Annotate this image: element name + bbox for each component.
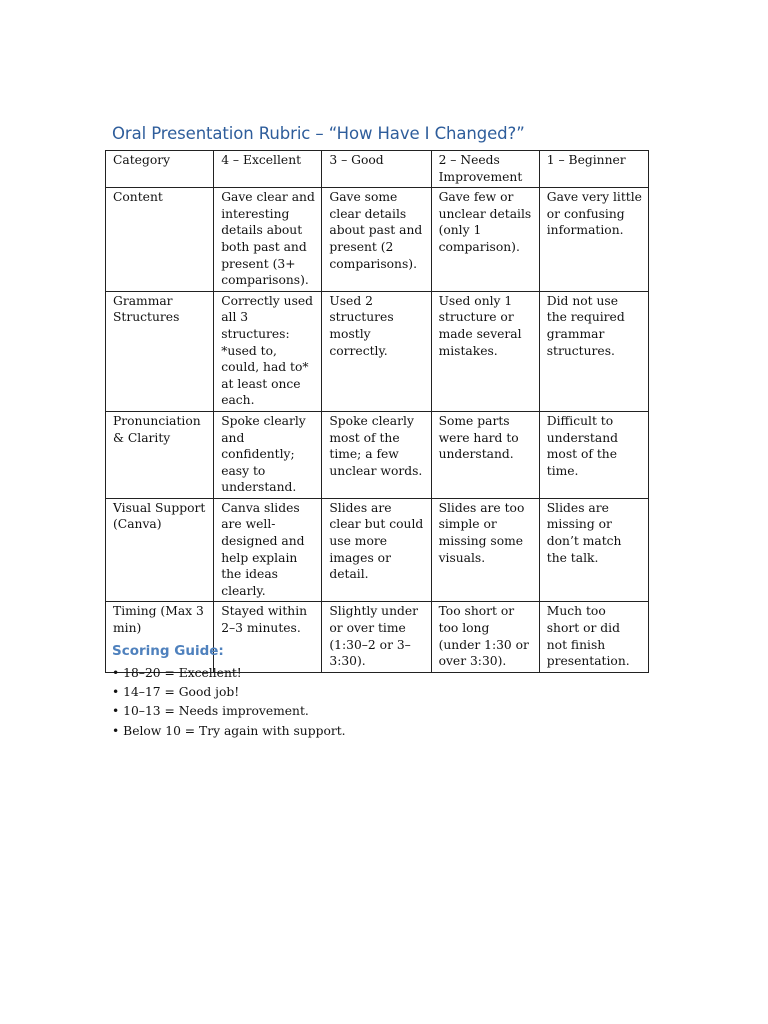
table-row — [106, 602, 649, 672]
cell-category: Pronunciation & Clarity — [106, 411, 214, 498]
cell-needs-improvement: Used only 1 structure or made several mistakes. — [431, 291, 539, 411]
list-item: • 10–13 = Needs improvement. — [112, 704, 309, 719]
page-title: Oral Presentation Rubric – “How Have I Changed?” — [112, 124, 525, 143]
cell-needs-improvement: Too short or too long (under 1:30 or over 3:30). — [431, 602, 539, 672]
table-row — [106, 498, 649, 602]
list-item: • 14–17 = Good job! — [112, 685, 240, 700]
cell-beginner: Much too short or did not finish presentation. — [539, 602, 648, 672]
cell-beginner: Gave very little or confusing information. — [539, 188, 648, 292]
cell-beginner: Difficult to understand most of the time. — [539, 411, 648, 498]
cell-needs-improvement: Slides are too simple or missing some visuals. — [431, 498, 539, 602]
cell-beginner: Slides are missing or don’t match the talk. — [539, 498, 648, 602]
cell-category: Visual Support (Canva) — [106, 498, 214, 602]
cell-good: Spoke clearly most of the time; a few unclear words. — [322, 411, 431, 498]
list-item: • Below 10 = Try again with support. — [112, 723, 346, 738]
cell-category: Timing (Max 3 min) — [106, 602, 214, 672]
header-beginner: 1 – Beginner — [539, 151, 648, 188]
rubric-table — [105, 150, 649, 673]
header-needs-improvement: 2 – Needs Improvement — [431, 151, 539, 188]
rubric-header-row — [106, 151, 649, 188]
cell-needs-improvement: Gave few or unclear details (only 1 comparison). — [431, 188, 539, 292]
cell-good: Gave some clear details about past and present (2 comparisons). — [322, 188, 431, 292]
cell-excellent: Gave clear and interesting details about both past and present (3+ comparisons). — [214, 188, 322, 292]
header-good: 3 – Good — [322, 151, 431, 188]
cell-good: Used 2 structures mostly correctly. — [322, 291, 431, 411]
table-row — [106, 411, 649, 498]
cell-excellent: Canva slides are well-designed and help explain the ideas clearly. — [214, 498, 322, 602]
cell-beginner: Did not use the required grammar structures. — [539, 291, 648, 411]
table-row — [106, 291, 649, 411]
cell-good: Slightly under or over time (1:30–2 or 3–3:30). — [322, 602, 431, 672]
header-excellent: 4 – Excellent — [214, 151, 322, 188]
header-category: Category — [106, 151, 214, 188]
cell-needs-improvement: Some parts were hard to understand. — [431, 411, 539, 498]
cell-excellent: Correctly used all 3 structures: *used to, could, had to* at least once each. — [214, 291, 322, 411]
cell-excellent: Spoke clearly and confidently; easy to understand. — [214, 411, 322, 498]
cell-category: Content — [106, 188, 214, 292]
cell-excellent: Stayed within 2–3 minutes. — [214, 602, 322, 672]
cell-category: Grammar Structures — [106, 291, 214, 411]
cell-good: Slides are clear but could use more images or detail. — [322, 498, 431, 602]
scoring-guide-list — [112, 664, 346, 741]
table-row — [106, 188, 649, 292]
list-item: • 18–20 = Excellent! — [112, 666, 242, 680]
scoring-guide-heading: Scoring Guide: — [112, 643, 224, 659]
